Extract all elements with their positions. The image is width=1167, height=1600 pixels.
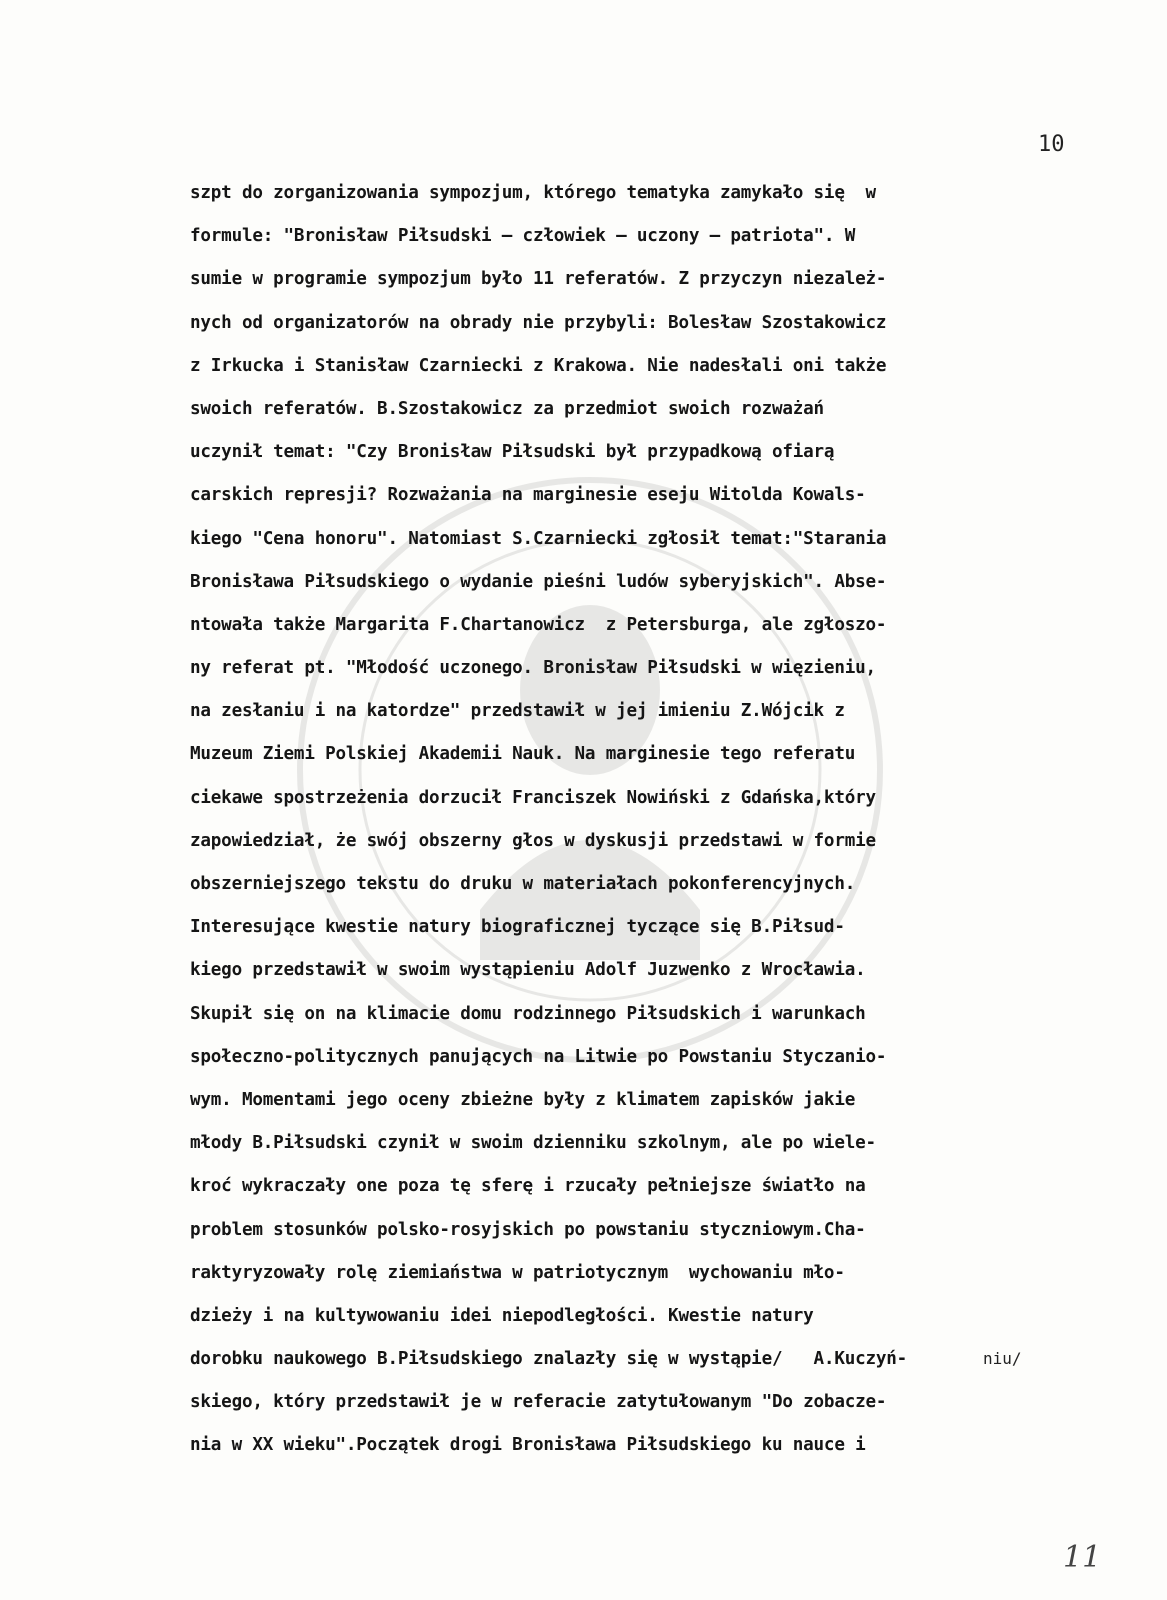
text-line: skiego, który przedstawił je w referacie zatytułowanym "Do zobacze- bbox=[190, 1392, 887, 1413]
text-line: Skupił się on na klimacie domu rodzinnego Piłsudskich i warunkach bbox=[190, 1003, 866, 1024]
handwritten-page-number: 11 bbox=[1063, 1540, 1102, 1575]
handwritten-insertion: niu/ bbox=[983, 1349, 1022, 1368]
text-line: carskich represji? Rozważania na marginesie eseju Witolda Kowals- bbox=[190, 485, 866, 506]
text-line: uczynił temat: "Czy Bronisław Piłsudski był przypadkową ofiarą bbox=[190, 442, 835, 463]
text-line: szpt do zorganizowania sympozjum, którego tematyka zamykało się w bbox=[190, 183, 876, 203]
text-line: obszerniejszego tekstu do druku w materiałach pokonferencyjnych. bbox=[190, 874, 856, 894]
text-line: sumie w programie sympozjum było 11 referatów. Z przyczyn niezależ- bbox=[190, 269, 887, 290]
page-number: 10 bbox=[1038, 132, 1065, 157]
text-line: na zesłaniu i na katordze" przedstawił w jej imieniu Z.Wójcik z bbox=[190, 701, 845, 722]
text-line: raktyryzowały rolę ziemiaństwa w patriotycznym wychowaniu mło- bbox=[190, 1262, 845, 1283]
text-line: zapowiedział, że swój obszerny głos w dyskusji przedstawi w formie bbox=[190, 830, 876, 851]
typed-text-body bbox=[190, 172, 1150, 1468]
text-line: młody B.Piłsudski czynił w swoim dzienniku szkolnym, ale po wiele- bbox=[190, 1133, 876, 1154]
text-line: nych od organizatorów na obrady nie przybyli: Bolesław Szostakowicz bbox=[190, 312, 887, 333]
text-line: kiego przedstawił w swoim wystąpieniu Adolf Juzwenko z Wrocławia. bbox=[190, 960, 866, 981]
text-line: problem stosunków polsko-rosyjskich po powstaniu styczniowym.Cha- bbox=[190, 1219, 866, 1240]
text-line: formule: "Bronisław Piłsudski – człowiek – uczony – patriota". W bbox=[190, 226, 856, 247]
text-line: ciekawe spostrzeżenia dorzucił Franciszek Nowiński z Gdańska,który bbox=[190, 787, 876, 808]
text-line: kiego "Cena honoru". Natomiast S.Czarniecki zgłosił temat:"Starania bbox=[190, 528, 887, 549]
text-line: Interesujące kwestie natury biograficznej tyczące się B.Piłsud- bbox=[190, 917, 845, 938]
text-line: dorobku naukowego B.Piłsudskiego znalazły się w wystąpie/ A.Kuczyń- bbox=[190, 1349, 908, 1370]
text-line: Muzeum Ziemi Polskiej Akademii Nauk. Na marginesie tego referatu bbox=[190, 744, 856, 765]
text-line: swoich referatów. B.Szostakowicz za przedmiot swoich rozważań bbox=[190, 398, 824, 419]
text-line: ntowała także Margarita F.Chartanowicz z Petersburga, ale zgłoszo- bbox=[190, 614, 887, 635]
text-line: nia w XX wieku".Początek drogi Bronisława Piłsudskiego ku nauce i bbox=[190, 1435, 866, 1456]
text-line: wym. Momentami jego oceny zbieżne były z klimatem zapisków jakie bbox=[190, 1089, 856, 1110]
text-line: społeczno-politycznych panujących na Litwie po Powstaniu Styczanio- bbox=[190, 1046, 887, 1067]
text-line: z Irkucka i Stanisław Czarniecki z Krakowa. Nie nadesłali oni także bbox=[190, 355, 887, 376]
text-line: kroć wykraczały one poza tę sferę i rzucały pełniejsze światło na bbox=[190, 1176, 866, 1197]
text-line: dzieży i na kultywowaniu idei niepodległości. Kwestie natury bbox=[190, 1305, 814, 1326]
text-line: Bronisława Piłsudskiego o wydanie pieśni ludów syberyjskich". Abse- bbox=[190, 571, 887, 592]
text-line: ny referat pt. "Młodość uczonego. Bronisław Piłsudski w więzieniu, bbox=[190, 658, 876, 679]
